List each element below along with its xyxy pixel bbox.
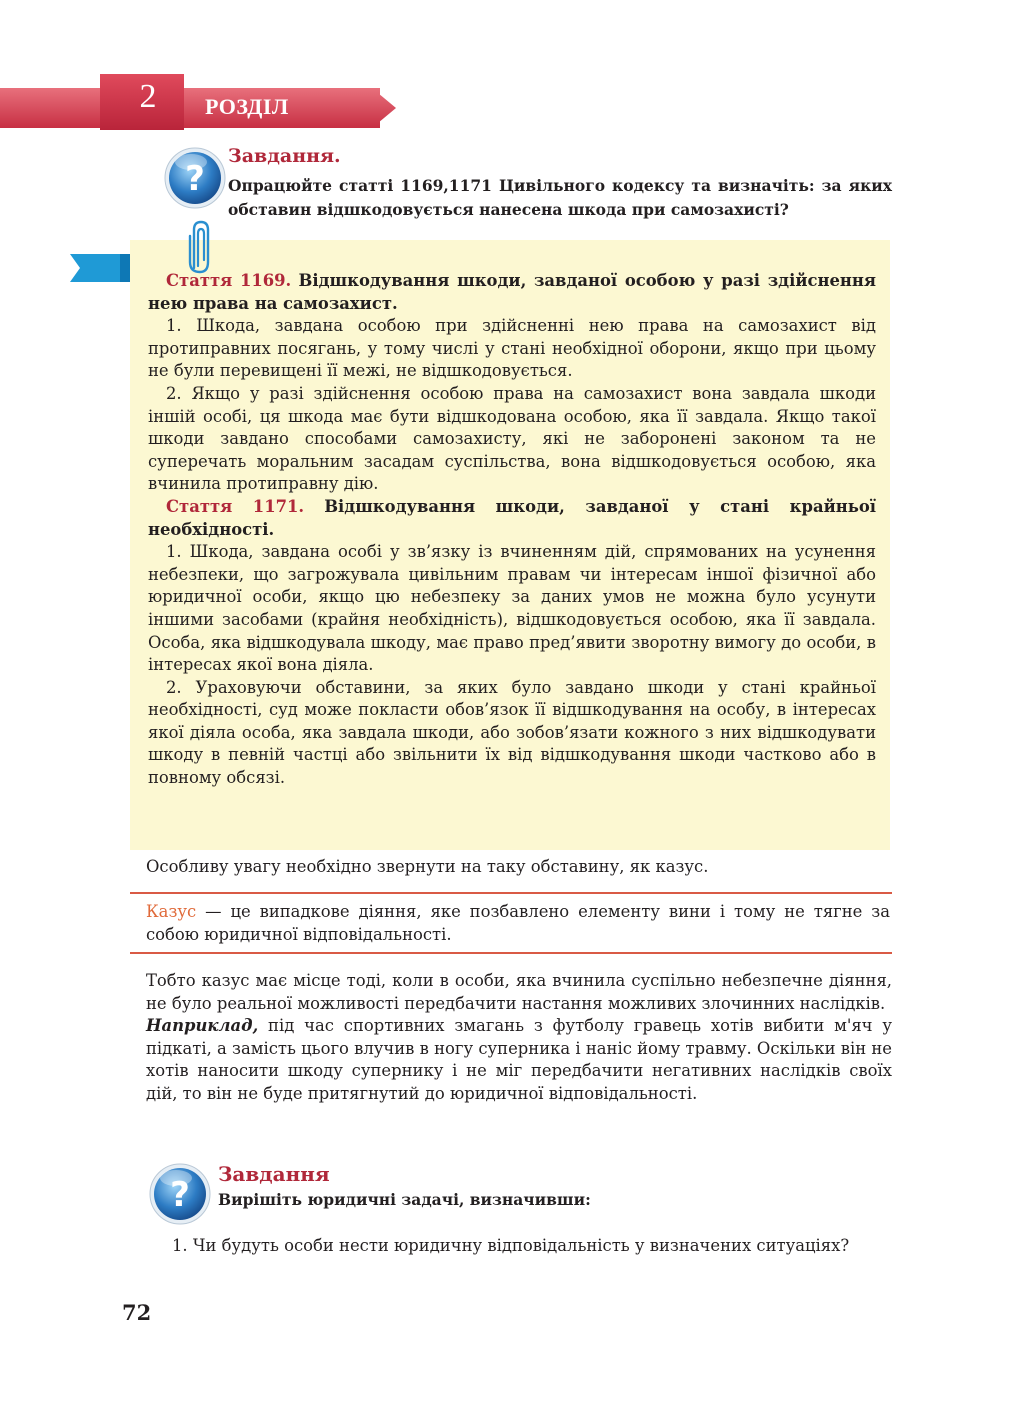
divider-bottom [130, 952, 892, 954]
definition-term: Казус [146, 902, 197, 921]
article-1169-number: Стаття 1169. [166, 271, 292, 290]
body-paragraphs [146, 970, 892, 1106]
casus-paragraph: Тобто казус має місце тоді, коли в особи, яка вчинила суспільно небезпечне діяння, не було реальної можливості передбачити настання можливих злочинних наслідків. [146, 971, 892, 1013]
page-number: 72 [122, 1300, 152, 1325]
task-2-text: Вирішіть юридичні задачі, визначивши: [218, 1190, 591, 1209]
divider-top [130, 892, 892, 894]
paperclip-icon [184, 218, 216, 278]
task-2-title: Завдання [218, 1162, 330, 1186]
law-text [148, 270, 876, 790]
article-1171-number: Стаття 1171. [166, 496, 305, 516]
list-item: 1. Чи будуть особи нести юридичну відповідальність у визначених ситуаціях? [172, 1236, 850, 1255]
article-1169-heading: Відшкодування шкоди, завданої особою у разі здійснення нею права на самозахист. [148, 271, 876, 313]
article-1171-paragraph-1: 1. Шкода, завдана особі у зв’язку із вчиненням дій, спрямованих на усунення небезпеки, що загрожувала цивільним правам чи інтересам іншої фізичної або юридичної особи, якщо цю небезпеку за даних умов не можна було усунути іншими засобами (крайня необхідність), відшкодовується особою, яка її завдала. Особа, яка відшкодувала шкоду, має право пред’явити зворотну вимогу до особи, в інтересах якої вона діяла. [148, 542, 876, 675]
article-1169-paragraph-1: 1. Шкода, завдана особою при здійсненні нею права на самозахист від протиправних посягань, у тому числі у стані необхідної оборони, якщо при цьому не були перевищені її межі, не відшкодовується. [148, 316, 876, 381]
chapter-number: 2 [139, 78, 157, 115]
question-icon [163, 146, 227, 210]
attention-text: Особливу увагу необхідно звернути на таку обставину, як казус. [146, 857, 709, 876]
example-text: під час спортивних змагань з футболу гравець хотів вибити м'яч у підкаті, а замість цього влучив в ногу суперника і наніс йому травму. Оскільки він не хотів наносити шкоду супернику і не міг передбачити негативних наслідків своїх дій, то він не буде притягнутий до юридичної відповідальності. [146, 1016, 892, 1103]
question-icon [148, 1162, 212, 1226]
task-text-content: Опрацюйте статті 1169,1171 Цивільного кодексу та визначіть: за яких обставин відшкодовується нанесена шкода при самозахисті? [228, 176, 892, 219]
article-1171-paragraph-2: 2. Ураховуючи обставини, за яких було завдано шкоди у стані крайньої необхідності, суд може покласти обов’язок її відшкодування на особу, в інтересах якої діяла особа, яка завдала шкоди, або зобов’язати кожного з них відшкодувати шкоду в певній частці або звільнити їх від відшкодування шкоди частково або в повному обсязі. [148, 677, 876, 788]
task-text [228, 174, 892, 222]
article-1169-paragraph-2: 2. Якщо у разі здійснення особою права на самозахист вона завдала шкоди іншій особі, ця шкода має бути відшкодована особою, яка її завдала. Якщо такої шкоди завдано способами самозахисту, які не заборонені законом та не суперечать моральним засадам суспільства, вона відшкодовується особою, яка вчинила протиправну дію. [148, 383, 876, 494]
definition-block [146, 901, 890, 946]
bookmark-tab-icon [70, 252, 132, 284]
svg-text:?: ? [170, 1175, 190, 1215]
svg-text:?: ? [185, 159, 205, 199]
chapter-label: РОЗДІЛ [205, 94, 289, 119]
task-list [172, 1235, 892, 1258]
chapter-banner [0, 72, 398, 130]
article-1171-heading: Відшкодування шкоди, завданої у стані крайньої необхідності. [148, 496, 877, 539]
example-lead: Наприклад, [146, 1016, 259, 1036]
task-title: Завдання. [228, 145, 341, 167]
attention-paragraph [146, 856, 890, 879]
definition-text: — це випадкове діяння, яке позбавлено елементу вини і тому не тягне за собою юридичної відповідальності. [146, 902, 890, 944]
